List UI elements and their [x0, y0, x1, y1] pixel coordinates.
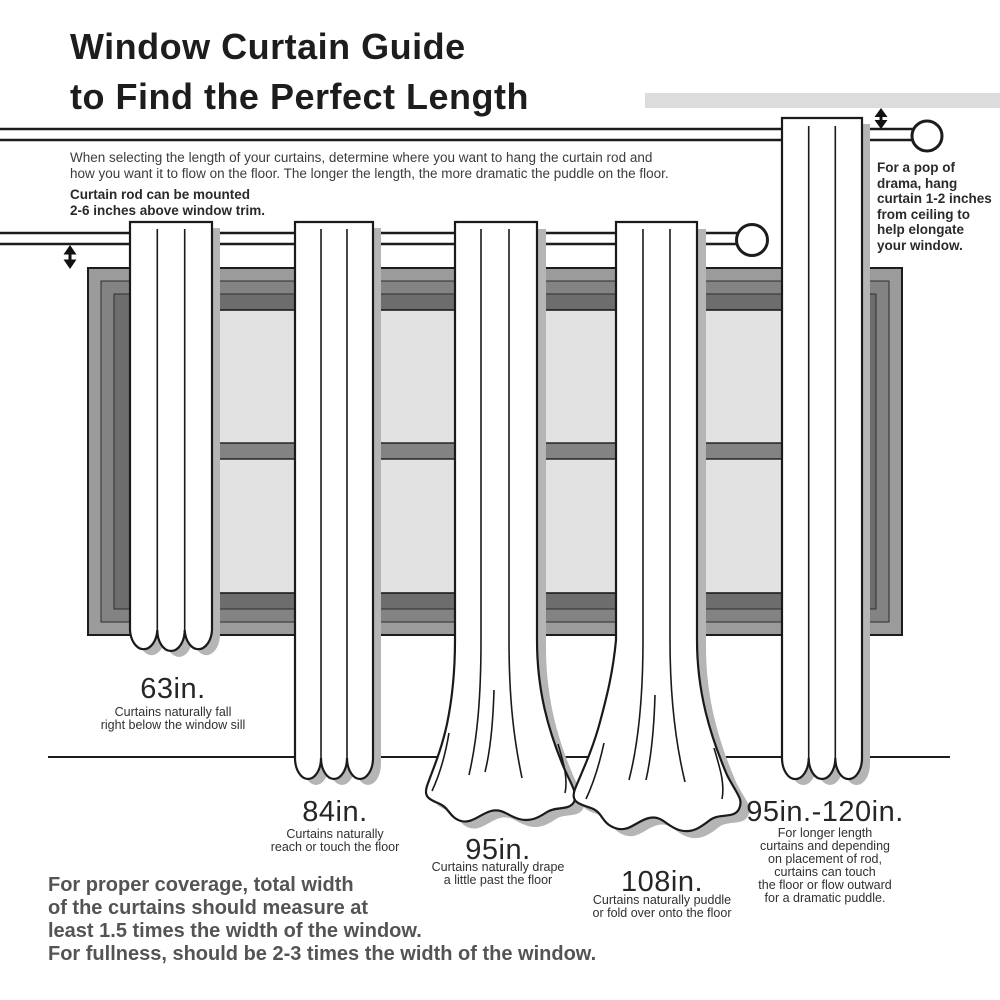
ceiling-note-line: your window.: [877, 237, 963, 253]
length-desc-line: right below the window sill: [100, 718, 246, 732]
intro-text: [70, 150, 669, 182]
coverage-note-line: For fullness, should be 2-3 times the width of the window.: [48, 943, 597, 965]
length-desc-line: curtains can touch: [774, 865, 876, 879]
page-title: [70, 22, 529, 122]
rod-mount-note: [70, 187, 265, 218]
rod-mount-note-line2: 2-6 inches above window trim.: [70, 202, 266, 218]
ceiling-note-line: drama, hang: [877, 175, 958, 191]
length-label-108in: 108in.: [620, 866, 704, 898]
length-desc-84in: [271, 828, 400, 854]
length-desc-95-120in: [758, 827, 891, 905]
length-desc-108in: [593, 894, 732, 920]
upper-rod-finial: [912, 121, 942, 151]
length-desc-63in: [101, 706, 246, 732]
length-desc-line: or fold over onto the floor: [592, 906, 732, 920]
coverage-note-line: of the curtains should measure at: [48, 897, 369, 919]
length-desc-line: For longer length: [777, 826, 873, 840]
length-desc-line: the floor or flow outward: [758, 878, 892, 892]
length-desc-line: a little past the floor: [443, 873, 553, 887]
length-label-95in: 95in.: [465, 834, 531, 866]
length-desc-line: Curtains naturally fall: [114, 705, 232, 719]
length-desc-line: for a dramatic puddle.: [764, 891, 886, 905]
length-desc-line: Curtains naturally puddle: [592, 893, 732, 907]
ceiling-gap-arrow-icon: [875, 108, 888, 129]
ceiling-note-line: from ceiling to: [877, 206, 971, 222]
ceiling-bar: [645, 93, 1000, 108]
ceiling-note-line: help elongate: [877, 222, 965, 237]
curtain-63in: [130, 222, 220, 657]
page-title-line2: to Find the Perfect Length: [70, 76, 529, 117]
coverage-note-line: least 1.5 times the width of the window.: [48, 920, 422, 942]
length-desc-line: reach or touch the floor: [270, 840, 400, 854]
length-label-84in: 84in.: [302, 796, 368, 828]
length-label-63in: 63in.: [140, 673, 206, 705]
lower-rod-finial: [737, 225, 768, 256]
intro-line1: When selecting the length of your curtains, determine where you want to hang the curtain rod and: [70, 150, 653, 165]
ceiling-note-line: For a pop of: [877, 160, 955, 175]
mount-height-arrow-icon: [64, 245, 77, 269]
ceiling-note-line: curtain 1-2 inches: [877, 191, 992, 206]
ceiling-drama-note: [877, 160, 992, 253]
page-title-line1: Window Curtain Guide: [70, 26, 466, 67]
coverage-note: [48, 874, 596, 966]
upper-curtain-rod: [0, 129, 913, 140]
length-desc-line: Curtains naturally drape: [431, 860, 565, 874]
intro-line2: how you want it to flow on the floor. The longer the length, the more dramatic the puddle on the floor.: [70, 166, 669, 181]
curtain-84in: [295, 222, 381, 785]
rod-mount-note-line1: Curtain rod can be mounted: [70, 187, 251, 202]
coverage-note-line: For proper coverage, total width: [48, 874, 354, 896]
length-desc-line: on placement of rod,: [768, 852, 882, 866]
length-desc-line: curtains and depending: [760, 839, 890, 853]
curtain-95-120in: [782, 118, 870, 785]
length-label-95-120in: 95in.-120in.: [746, 796, 904, 828]
length-desc-line: Curtains naturally: [286, 827, 384, 841]
